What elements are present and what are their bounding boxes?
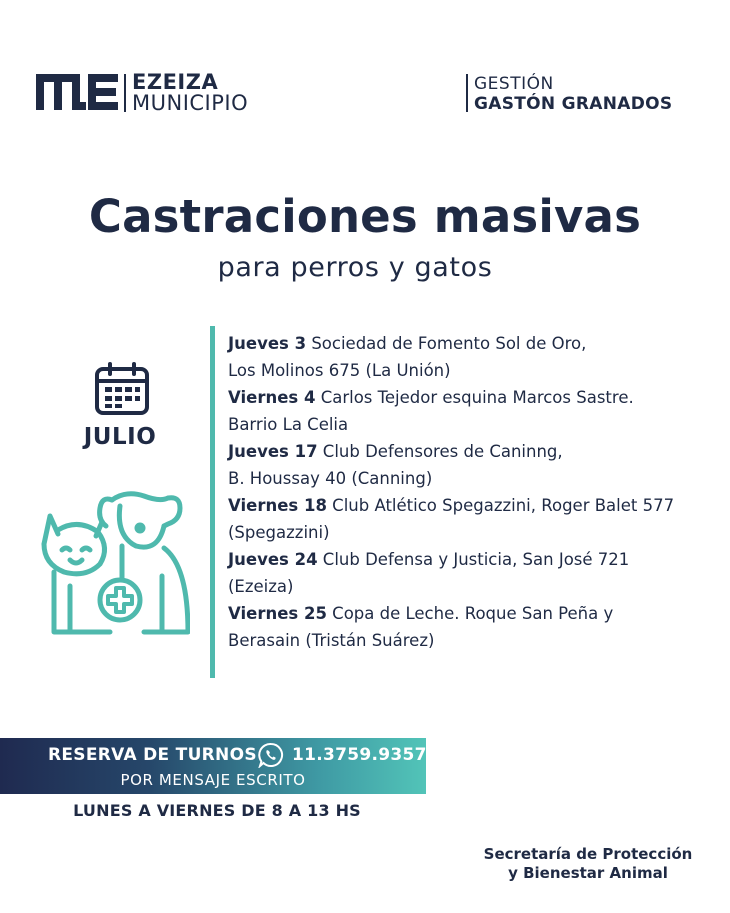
schedule-entry (228, 546, 718, 600)
gestion-logo-text (474, 74, 672, 114)
schedule-venue: Club Defensores de Caninng, (317, 442, 563, 461)
booking-method: POR MENSAJE ESCRITO (120, 771, 306, 789)
schedule-list (228, 330, 718, 654)
schedule-venue: Club Atlético Spegazzini, Roger Balet 577 (326, 496, 675, 515)
schedule-address: (Spegazzini) (228, 523, 330, 542)
schedule-venue: Sociedad de Fomento Sol de Oro, (306, 334, 587, 353)
gestion-name: GASTÓN GRANADOS (474, 94, 673, 114)
gestion-divider (466, 74, 468, 112)
schedule-accent-bar (210, 326, 215, 678)
schedule-day: Viernes 25 (228, 604, 327, 623)
schedule-day: Jueves 3 (228, 334, 307, 353)
footer-line2: y Bienestar Animal (508, 864, 668, 882)
schedule-entry (228, 438, 718, 492)
schedule-address: Los Molinos 675 (La Unión) (228, 361, 451, 380)
calendar-icon (94, 362, 150, 416)
municipio-logo-mark (36, 74, 118, 110)
booking-hours: LUNES A VIERNES DE 8 A 13 HS (73, 801, 361, 820)
municipio-logo-text (132, 72, 248, 114)
schedule-address: (Ezeiza) (228, 577, 294, 596)
schedule-entry (228, 330, 718, 384)
footer-secretaria (470, 845, 706, 883)
page-subtitle: para perros y gatos (217, 252, 493, 283)
booking-phone[interactable]: 11.3759.9357 (292, 745, 427, 765)
municipio-label: MUNICIPIO (132, 91, 249, 115)
schedule-venue: Carlos Tejedor esquina Marcos Sastre. (315, 388, 634, 407)
schedule-day: Viernes 18 (228, 496, 327, 515)
schedule-address: B. Houssay 40 (Canning) (228, 469, 433, 488)
schedule-day: Viernes 4 (228, 388, 316, 407)
schedule-venue: Club Defensa y Justicia, San José 721 (317, 550, 630, 569)
booking-label: RESERVA DE TURNOS (48, 745, 257, 765)
schedule-address: Barrio La Celia (228, 415, 349, 434)
schedule-entry (228, 384, 718, 438)
schedule-address: Berasain (Tristán Suárez) (228, 631, 435, 650)
cat-dog-health-icon (40, 486, 190, 636)
gestion-label: GESTIÓN (474, 74, 554, 94)
page-title: Castraciones masivas (88, 190, 642, 243)
whatsapp-icon (258, 742, 284, 768)
schedule-entry (228, 600, 718, 654)
municipio-name: EZEIZA (132, 70, 219, 94)
schedule-entry (228, 492, 718, 546)
month-label: JULIO (83, 424, 157, 450)
schedule-day: Jueves 24 (228, 550, 318, 569)
schedule-venue: Copa de Leche. Roque San Peña y (326, 604, 614, 623)
footer-line1: Secretaría de Protección (483, 845, 693, 863)
logo-divider (124, 74, 126, 112)
schedule-day: Jueves 17 (228, 442, 318, 461)
